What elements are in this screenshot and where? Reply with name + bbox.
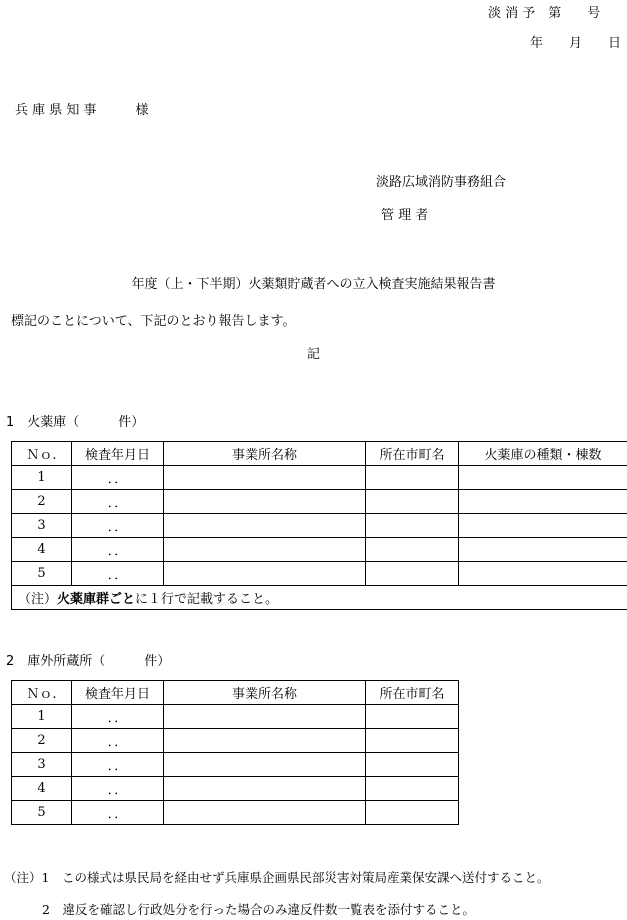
- row-name-cell: [164, 514, 366, 538]
- note-emphasis: 火薬庫群ごと: [57, 592, 136, 607]
- intro-text: 標記のことについて、下記のとおり報告します。: [11, 314, 296, 329]
- row-city-cell: [366, 466, 459, 490]
- row-name-cell: [164, 801, 366, 825]
- sender-role: 管 理 者: [381, 208, 429, 223]
- row-name-cell: [164, 753, 366, 777]
- row-number: 4: [12, 777, 72, 801]
- document-title: 年度（上・下半期）火薬類貯蔵者への立入検査実施結果報告書: [131, 277, 496, 292]
- section1-table: [11, 441, 627, 610]
- column-header-city: 所在市町名: [366, 442, 459, 466]
- row-number: 2: [12, 729, 72, 753]
- row-date: ．．: [72, 538, 164, 562]
- column-header-date: 検査年月日: [72, 442, 164, 466]
- footer-note-prefix: （注）: [4, 870, 42, 885]
- row-city-cell: [366, 753, 459, 777]
- table-row: [12, 705, 459, 729]
- row-type-cell: [459, 514, 627, 538]
- table-row: [12, 801, 459, 825]
- row-city-cell: [366, 705, 459, 729]
- document-number: 淡 消 予 第 号: [488, 6, 601, 21]
- table-row: [12, 562, 627, 586]
- column-header-name: 事業所名称: [164, 681, 366, 705]
- row-date: ．．: [72, 801, 164, 825]
- table-row: [12, 490, 627, 514]
- footer-note-1: [4, 872, 549, 885]
- row-date: ．．: [72, 514, 164, 538]
- row-date: ．．: [72, 705, 164, 729]
- row-city-cell: [366, 729, 459, 753]
- table-note-row: [12, 586, 627, 610]
- row-name-cell: [164, 466, 366, 490]
- row-type-cell: [459, 562, 627, 586]
- section1-heading: 1 火薬庫（ 件）: [6, 415, 145, 430]
- note-prefix: （注）: [18, 592, 58, 607]
- column-header-no: Ｎｏ.: [12, 681, 72, 705]
- note-rest: に１行で記載すること。: [135, 592, 279, 607]
- table-row: [12, 514, 627, 538]
- addressee: 兵 庫 県 知 事 様: [15, 103, 149, 118]
- row-name-cell: [164, 729, 366, 753]
- row-name-cell: [164, 705, 366, 729]
- row-city-cell: [366, 801, 459, 825]
- row-number: 1: [12, 705, 72, 729]
- row-city-cell: [366, 777, 459, 801]
- row-date: ．．: [72, 562, 164, 586]
- footer-note-text: 1 この様式は県民局を経由せず兵庫県企画県民部災害対策局産業保安課へ送付すること。: [41, 870, 550, 885]
- row-date: ．．: [72, 729, 164, 753]
- column-header-no: Ｎｏ.: [12, 442, 72, 466]
- section2-heading: 2 庫外所蔵所（ 件）: [6, 654, 171, 669]
- row-name-cell: [164, 777, 366, 801]
- row-number: 2: [12, 490, 72, 514]
- row-number: 3: [12, 514, 72, 538]
- column-header-name: 事業所名称: [164, 442, 366, 466]
- row-type-cell: [459, 538, 627, 562]
- row-number: 3: [12, 753, 72, 777]
- table-row: [12, 538, 627, 562]
- row-date: ．．: [72, 466, 164, 490]
- row-number: 5: [12, 562, 72, 586]
- row-city-cell: [366, 514, 459, 538]
- table-row: [12, 777, 459, 801]
- footer-note-2: 2 違反を確認し行政処分を行った場合のみ違反件数一覧表を添付すること。: [42, 902, 475, 917]
- column-header-city: 所在市町名: [366, 681, 459, 705]
- column-header-type: 火薬庫の種類・棟数: [459, 442, 627, 466]
- ki-label: 記: [306, 347, 320, 362]
- row-number: 5: [12, 801, 72, 825]
- row-number: 1: [12, 466, 72, 490]
- row-number: 4: [12, 538, 72, 562]
- row-date: ．．: [72, 753, 164, 777]
- table-note: [12, 586, 627, 610]
- table-row: [12, 729, 459, 753]
- column-header-date: 検査年月日: [72, 681, 164, 705]
- sender-organization: 淡路広域消防事務組合: [376, 175, 507, 190]
- row-type-cell: [459, 466, 627, 490]
- table-header-row: [12, 442, 627, 466]
- section2-table: [11, 680, 459, 825]
- row-name-cell: [164, 562, 366, 586]
- row-city-cell: [366, 562, 459, 586]
- row-name-cell: [164, 538, 366, 562]
- row-type-cell: [459, 490, 627, 514]
- table-row: [12, 466, 627, 490]
- row-date: ．．: [72, 777, 164, 801]
- table-header-row: [12, 681, 459, 705]
- row-name-cell: [164, 490, 366, 514]
- table-row: [12, 753, 459, 777]
- document-date: 年 月 日: [530, 36, 622, 51]
- row-city-cell: [366, 538, 459, 562]
- row-city-cell: [366, 490, 459, 514]
- row-date: ．．: [72, 490, 164, 514]
